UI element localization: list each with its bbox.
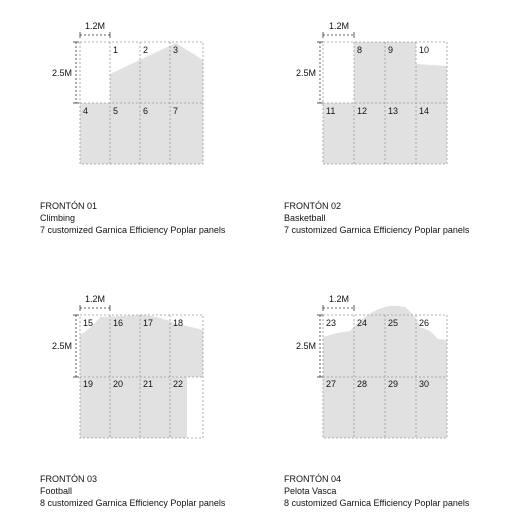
- fronton-description: 8 customized Garnica Efficiency Poplar panels: [40, 498, 226, 508]
- panel-number: 16: [113, 318, 124, 328]
- fronton-02-caption: [284, 200, 469, 236]
- panel-number: 2: [143, 45, 149, 55]
- panel-number: 9: [388, 45, 394, 55]
- fronton-description: 7 customized Garnica Efficiency Poplar panels: [284, 225, 470, 235]
- panel-number: 12: [357, 106, 368, 116]
- fronton-01-caption: [40, 200, 225, 236]
- fronton-description: 8 customized Garnica Efficiency Poplar panels: [284, 498, 470, 508]
- panel-number: 11: [326, 106, 336, 116]
- fronton-title: FRONTÓN 01: [40, 201, 98, 211]
- fronton-04-width-dimension: [323, 305, 354, 311]
- fronton-02-drawing: [296, 21, 447, 164]
- height-dimension-label: 2.5M: [295, 341, 316, 351]
- panel-number: 13: [388, 106, 399, 116]
- fronton-sport: Climbing: [40, 213, 76, 223]
- height-dimension-label: 2.5M: [51, 341, 72, 351]
- height-dimension-label: 2.5M: [295, 68, 316, 78]
- fronton-04-drawing: [296, 294, 447, 438]
- panel-number: 1: [113, 45, 119, 55]
- panel-number: 7: [173, 106, 179, 116]
- width-dimension-label: 1.2M: [328, 294, 350, 304]
- panel-number: 20: [113, 379, 124, 389]
- fronton-03-panel-fill: [80, 315, 203, 438]
- panel-number: 15: [83, 318, 94, 328]
- panel-number: 3: [173, 45, 179, 55]
- panel-number: 14: [419, 106, 430, 116]
- fronton-sport: Basketball: [284, 213, 326, 223]
- panel-number: 22: [173, 379, 184, 389]
- fronton-01-panel-fill: [80, 43, 203, 164]
- panel-number: 27: [326, 379, 337, 389]
- fronton-sport: Football: [40, 486, 73, 496]
- fronton-02-width-dimension: [323, 32, 354, 38]
- fronton-04-height-dimension: [317, 315, 323, 377]
- panel-number: 25: [388, 318, 399, 328]
- panel-number: 18: [173, 318, 184, 328]
- fronton-title: FRONTÓN 03: [40, 474, 98, 484]
- panel-number: 4: [83, 106, 89, 116]
- fronton-03-height-dimension: [73, 315, 79, 377]
- width-dimension-label: 1.2M: [328, 21, 350, 31]
- fronton-03-drawing: [52, 294, 203, 438]
- panel-number: 29: [388, 379, 399, 389]
- panel-number: 28: [357, 379, 368, 389]
- fronton-02-height-dimension: [317, 42, 323, 103]
- fronton-description: 7 customized Garnica Efficiency Poplar panels: [40, 225, 226, 235]
- panel-number: 8: [357, 45, 363, 55]
- width-dimension-label: 1.2M: [84, 294, 106, 304]
- panel-number: 21: [143, 379, 154, 389]
- height-dimension-label: 2.5M: [51, 68, 72, 78]
- fronton-01-drawing: [52, 21, 203, 164]
- panel-number: 5: [113, 106, 119, 116]
- panel-number: 19: [83, 379, 94, 389]
- panel-number: 17: [143, 318, 154, 328]
- panel-number: 24: [357, 318, 368, 328]
- panel-number: 10: [419, 45, 430, 55]
- panel-number: 23: [326, 318, 337, 328]
- panel-number: 6: [143, 106, 149, 116]
- fronton-title: FRONTÓN 02: [284, 201, 342, 211]
- fronton-03-caption: [40, 473, 225, 509]
- fronton-01-width-dimension: [80, 32, 110, 38]
- fronton-01-height-dimension: [73, 42, 79, 103]
- fronton-03-width-dimension: [80, 305, 110, 311]
- fronton-title: FRONTÓN 04: [284, 474, 342, 484]
- width-dimension-label: 1.2M: [84, 21, 106, 31]
- panel-number: 26: [419, 318, 430, 328]
- fronton-04-caption: [284, 473, 469, 509]
- panel-number: 30: [419, 379, 430, 389]
- fronton-sport: Pelota Vasca: [284, 486, 337, 496]
